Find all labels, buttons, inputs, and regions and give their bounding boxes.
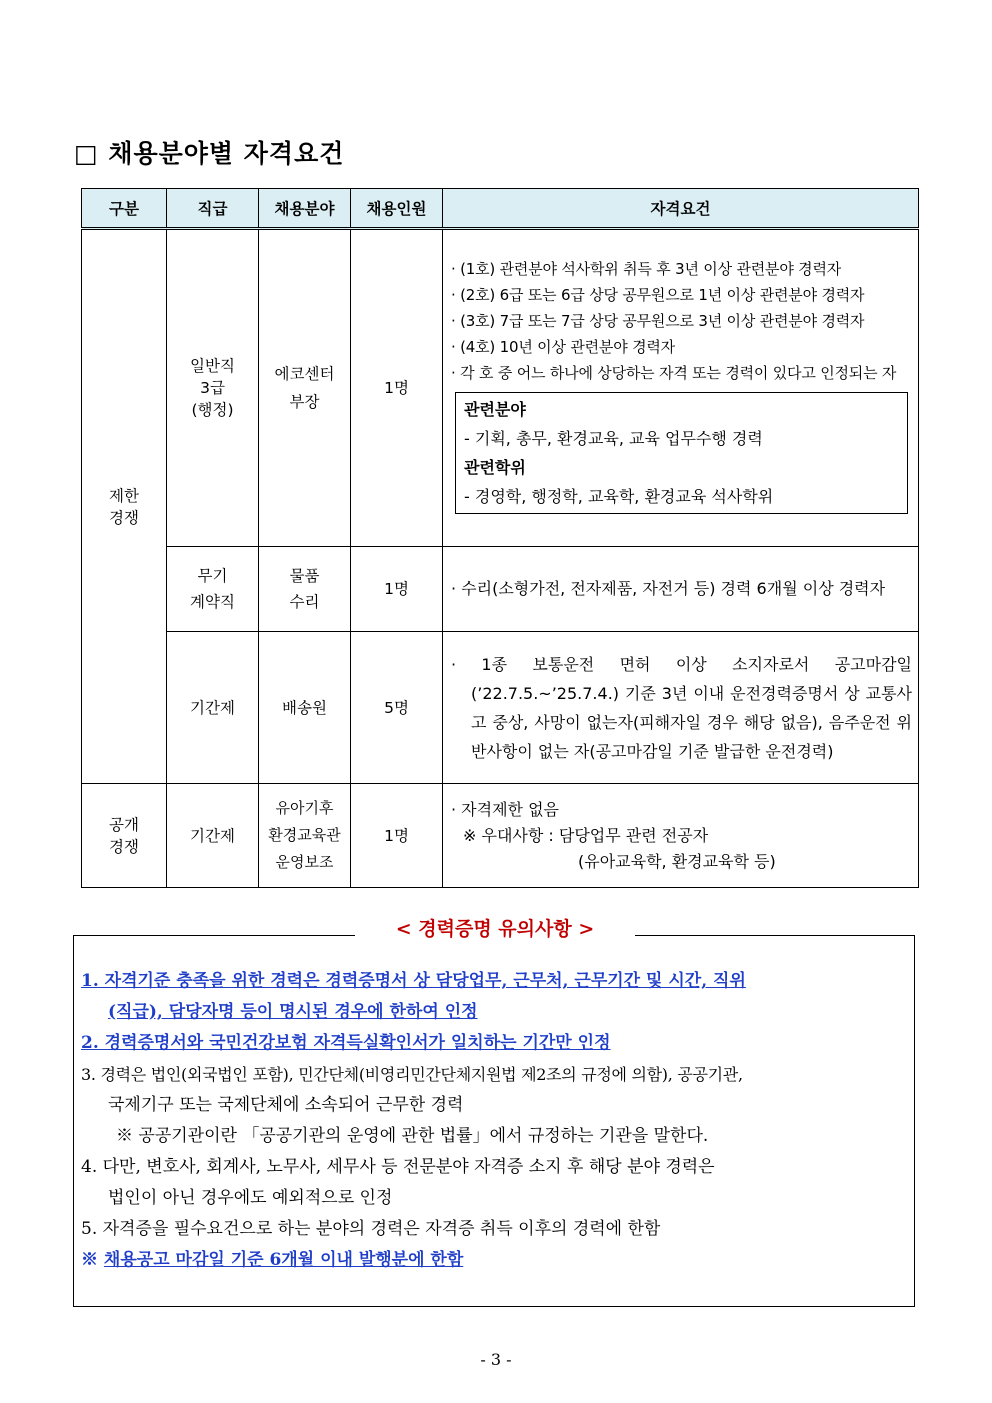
field-cell: 물품 수리 xyxy=(259,547,351,632)
notice-item-2: 2. 경력증명서와 국민건강보험 자격득실확인서가 일치하는 기간만 인정 xyxy=(81,1033,611,1053)
qual-text: · 수리(소형가전, 전자제품, 자전거 등) 경력 6개월 이상 경력자 xyxy=(451,579,886,598)
grade-cell: 기간제 xyxy=(167,784,259,888)
category-cell: 공개 경쟁 xyxy=(82,784,167,888)
notice-title: < 경력증명 유의사항 > xyxy=(355,914,635,941)
category-cell: 제한 경쟁 xyxy=(82,229,167,784)
page-number: - 3 - xyxy=(480,1350,512,1369)
qual-line: · (1호) 관련분야 석사학위 취득 후 3년 이상 관련분야 경력자 xyxy=(451,260,842,278)
qual-line: · (4호) 10년 이상 관련분야 경력자 xyxy=(451,338,675,356)
qual-line: · (3호) 7급 또는 7급 상당 공무원으로 3년 이상 관련분야 경력자 xyxy=(451,312,865,330)
qual-text: · 1종 보통운전 면허 이상 소지자로서 공고마감일 (’22.7.5.~’25.7.4.) 기준 3년 이내 운전경력증명서 상 교통사고 중상, 사망이 없는자(피해자일 경우 해당 없음), 음주운전 위반사항이 없는 자(공고마감일 기준 발급한 운전경력) xyxy=(451,654,912,761)
notice-footnote: ※ 채용공고 마감일 기준 6개월 이내 발행분에 한함 xyxy=(81,1250,464,1270)
notice-item-1: 1. 자격기준 충족을 위한 경력은 경력증명서 상 담당업무, 근무처, 근무기간 및 시간, 직위 xyxy=(81,971,746,991)
table-row xyxy=(82,229,919,547)
notice-item-1-cont: (직급), 담당자명 등이 명시된 경우에 한하여 인정 xyxy=(108,1002,478,1022)
page-title: □ 채용분야별 자격요건 xyxy=(74,139,345,168)
preference-majors: (유아교육학, 환경교육학 등) xyxy=(578,851,776,871)
notice-item-3: 3. 경력은 법인(외국법인 포함), 민간단체(비영리민간단체지원법 제2조의 규정에 의함), 공공기관, xyxy=(81,1065,743,1084)
notice-item-4: 4. 다만, 변호사, 회계사, 노무사, 세무사 등 전문분야 자격증 소지 후 해당 분야 경력은 xyxy=(81,1157,715,1177)
related-field-box xyxy=(455,392,908,514)
qual-line: · 각 호 중 어느 하나에 상당하는 자격 또는 경력이 있다고 인정되는 자 xyxy=(451,364,897,382)
count-cell: 1명 xyxy=(351,784,443,888)
count-cell: 1명 xyxy=(351,547,443,632)
qualifications-cell xyxy=(443,632,919,784)
qual-line: · (2호) 6급 또는 6급 상당 공무원으로 1년 이상 관련분야 경력자 xyxy=(451,286,865,304)
count-cell: 5명 xyxy=(351,632,443,784)
box-heading: 관련분야 xyxy=(464,400,526,419)
table-row xyxy=(82,547,919,632)
header-grade: 직급 xyxy=(167,189,259,229)
notice-body xyxy=(81,966,907,1276)
table-row xyxy=(82,784,919,888)
qualifications-cell xyxy=(443,229,919,547)
field-cell: 에코센터 부장 xyxy=(259,229,351,547)
box-line: - 경영학, 행정학, 교육학, 환경교육 석사학위 xyxy=(464,487,774,506)
table-header-row xyxy=(82,189,919,229)
qualifications-cell xyxy=(443,547,919,632)
count-cell: 1명 xyxy=(351,229,443,547)
notice-item-4-cont: 법인이 아닌 경우에도 예외적으로 인정 xyxy=(108,1188,393,1208)
field-cell: 유아기후 환경교육관 운영보조 xyxy=(259,784,351,888)
field-cell: 배송원 xyxy=(259,632,351,784)
header-qualifications: 자격요건 xyxy=(443,189,919,229)
notice-item-3-note: ※ 공공기관이란 「공공기관의 운영에 관한 법률」에서 규정하는 기관을 말한다. xyxy=(116,1126,709,1146)
box-heading: 관련학위 xyxy=(464,458,526,477)
grade-cell: 일반직 3급 (행정) xyxy=(167,229,259,547)
header-category: 구분 xyxy=(82,189,167,229)
grade-cell: 기간제 xyxy=(167,632,259,784)
qualifications-table xyxy=(81,188,919,888)
qualifications-cell xyxy=(443,784,919,888)
notice-item-5: 5. 자격증을 필수요건으로 하는 분야의 경력은 자격증 취득 이후의 경력에 한함 xyxy=(81,1219,661,1239)
box-line: - 기획, 총무, 환경교육, 교육 업무수행 경력 xyxy=(464,429,763,448)
header-count: 채용인원 xyxy=(351,189,443,229)
preference-line: ※ 우대사항 : 담당업무 관련 전공자 xyxy=(463,825,709,845)
table-row xyxy=(82,632,919,784)
grade-cell: 무기 계약직 xyxy=(167,547,259,632)
notice-item-3-cont: 국제기구 또는 국제단체에 소속되어 근무한 경력 xyxy=(108,1095,464,1115)
qual-line: · 자격제한 없음 xyxy=(451,799,559,819)
header-field: 채용분야 xyxy=(259,189,351,229)
